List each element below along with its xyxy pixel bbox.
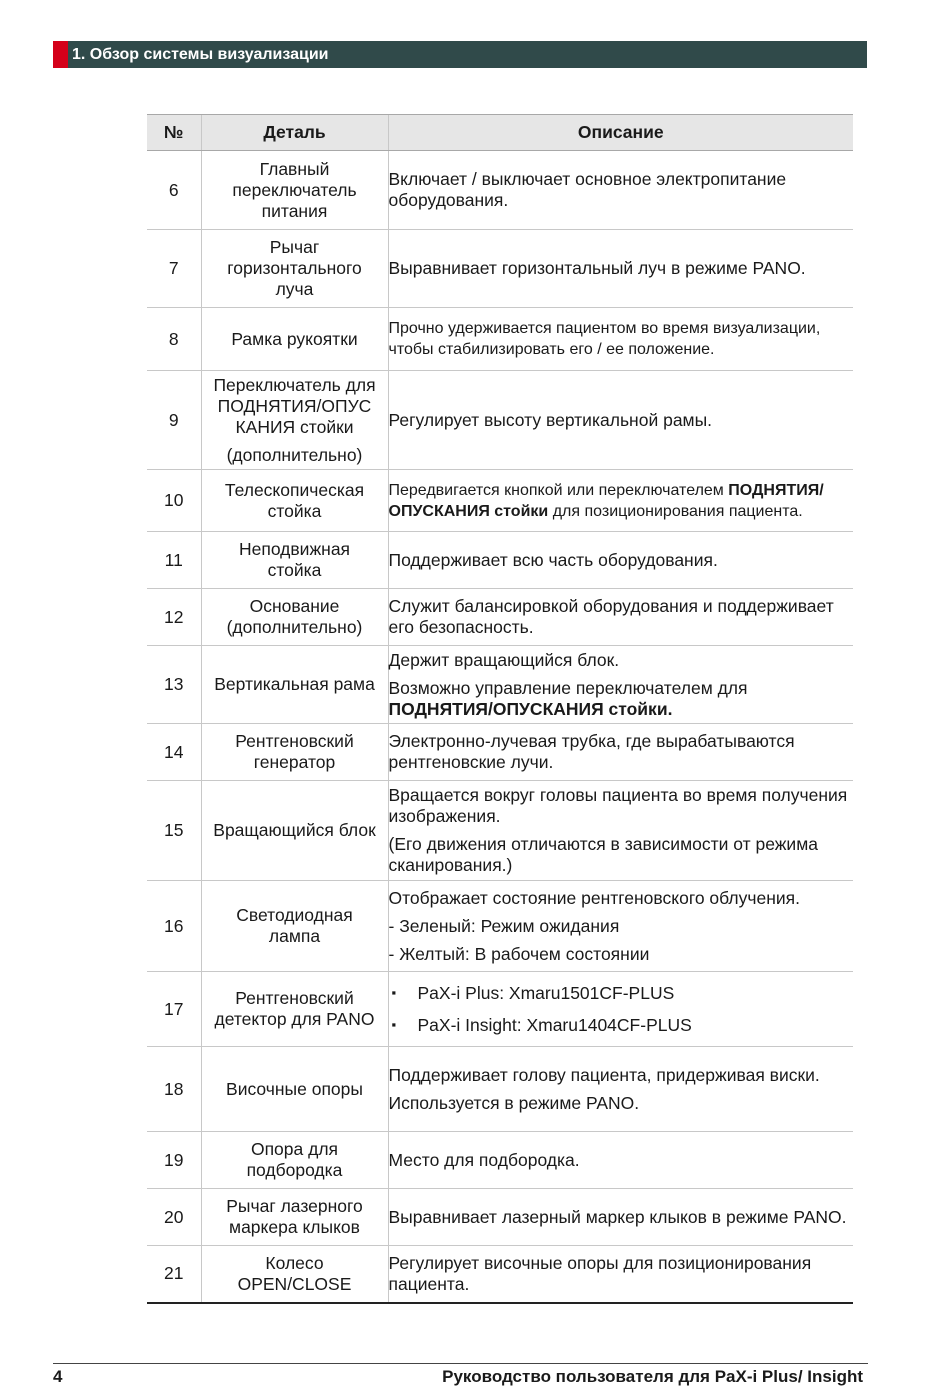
list-item — [389, 1009, 854, 1041]
part-line: Переключатель для — [213, 374, 376, 395]
part-line: стойка — [267, 560, 322, 580]
row-number: 7 — [147, 230, 201, 308]
table-row — [147, 151, 853, 230]
description-text: - Желтый: В рабочем состоянии — [388, 943, 650, 964]
header-description: Описание — [388, 115, 853, 151]
row-number: 10 — [147, 470, 201, 532]
part-name — [201, 1047, 388, 1132]
part-description — [388, 371, 853, 470]
part-line: КАНИЯ стойки — [235, 416, 354, 437]
description-fragment: Возможно управление переключателем для — [388, 677, 748, 698]
row-number: 21 — [147, 1246, 201, 1303]
table-row — [147, 781, 853, 881]
part-description — [388, 151, 853, 230]
part-description — [388, 589, 853, 646]
part-name — [201, 532, 388, 589]
part-description — [388, 1047, 853, 1132]
part-description — [388, 1132, 853, 1189]
table-row — [147, 371, 853, 470]
header-part: Деталь — [201, 115, 388, 151]
part-name — [201, 470, 388, 532]
description-text: Поддерживает всю часть оборудования. — [388, 549, 718, 570]
part-name — [201, 308, 388, 371]
list-item — [389, 977, 854, 1009]
part-name — [201, 1132, 388, 1189]
description-text: (Его движения отличаются в зависимости от режима сканирования.) — [388, 834, 818, 875]
square-bullet-icon: ▪ — [391, 985, 397, 1000]
table-header-row — [147, 115, 853, 151]
list-item-text: PaX-i Plus: Xmaru1501CF-PLUS — [417, 983, 675, 1003]
table-row — [147, 1047, 853, 1132]
part-line: подбородка — [246, 1160, 343, 1180]
table-row — [147, 972, 853, 1047]
table-row — [147, 230, 853, 308]
description-text: Электронно-лучевая трубка, где вырабатываются рентгеновские лучи. — [388, 731, 795, 772]
part-line: стойка — [267, 500, 322, 521]
part-name — [201, 724, 388, 781]
part-line: Главный — [259, 158, 330, 179]
row-number: 9 — [147, 371, 201, 470]
row-number: 15 — [147, 781, 201, 881]
row-number: 13 — [147, 646, 201, 724]
part-line: Светодиодная — [236, 905, 353, 925]
section-header-accent — [53, 41, 68, 68]
row-number: 20 — [147, 1189, 201, 1246]
part-description — [388, 230, 853, 308]
description-text: Вращается вокруг головы пациента во время получения изображения. — [388, 785, 848, 826]
part-line: Рычаг — [269, 237, 320, 257]
part-line: Рентгеновский — [235, 731, 354, 751]
part-description — [388, 646, 853, 724]
part-name — [201, 972, 388, 1047]
part-name — [201, 230, 388, 308]
description-text: Отображает состояние рентгеновского облучения. — [388, 887, 800, 908]
description-text — [389, 480, 854, 522]
part-line: Колесо — [265, 1252, 324, 1273]
part-description — [388, 308, 853, 371]
description-fragment: для позиционирования пациента. — [552, 502, 803, 520]
part-line: OPEN/CLOSE — [237, 1273, 352, 1294]
part-name — [201, 371, 388, 470]
part-description — [388, 881, 853, 972]
description-text: Держит вращающийся блок. — [388, 649, 620, 670]
table-row — [147, 724, 853, 781]
part-line: луча — [275, 279, 314, 299]
row-number: 11 — [147, 532, 201, 589]
part-line: Неподвижная — [238, 539, 351, 559]
part-description — [388, 532, 853, 589]
description-text: Прочно удерживается пациентом во время визуализации, чтобы стабилизировать его / ее положение. — [388, 320, 821, 358]
part-name — [201, 1246, 388, 1303]
table-row — [147, 532, 853, 589]
part-line: переключатель — [232, 179, 357, 200]
emphasis-text: ПОДНЯТИЯ/ОПУСКАНИЯ стойки — [388, 698, 668, 719]
part-line: Вращающийся блок — [213, 820, 376, 840]
part-line: маркера клыков — [229, 1217, 360, 1237]
table-row — [147, 308, 853, 371]
components-table — [147, 114, 853, 1304]
part-description — [388, 470, 853, 532]
part-line: детектор для PANO — [214, 1009, 375, 1029]
table-row — [147, 470, 853, 532]
part-name — [201, 881, 388, 972]
list-item-text: PaX-i Insight: Xmaru1404CF-PLUS — [417, 1015, 692, 1035]
part-name — [201, 1189, 388, 1246]
part-description — [388, 781, 853, 881]
part-line: (дополнительно) — [226, 617, 363, 637]
part-name — [201, 151, 388, 230]
description-text: Служит балансировкой оборудования и поддерживает его безопасность. — [388, 596, 834, 637]
part-line: питания — [261, 200, 328, 221]
table-row — [147, 1246, 853, 1303]
part-line: Вертикальная рама — [214, 674, 375, 694]
part-line: Височные опоры — [226, 1078, 363, 1099]
emphasis-text: ПОДНЯТИЯ/ОПУСКАНИЯ стойки — [388, 481, 824, 520]
part-line: Рентгеновский — [235, 988, 354, 1008]
part-description — [388, 972, 853, 1047]
section-header-bar — [53, 41, 867, 68]
description-text: Регулирует височные опоры для позиционирования пациента. — [388, 1252, 812, 1294]
row-number: 6 — [147, 151, 201, 230]
square-bullet-icon: ▪ — [391, 1017, 397, 1032]
table-row — [147, 881, 853, 972]
description-text: - Зеленый: Режим ожидания — [388, 915, 620, 936]
description-text: Выравнивает лазерный маркер клыков в режиме PANO. — [388, 1206, 847, 1227]
row-number: 18 — [147, 1047, 201, 1132]
description-text: Используется в режиме PANO. — [388, 1092, 640, 1113]
table-row — [147, 1189, 853, 1246]
table-row — [147, 646, 853, 724]
part-line: Рамка рукоятки — [231, 328, 358, 349]
part-line: Опора для — [250, 1139, 339, 1159]
part-description — [388, 1189, 853, 1246]
part-line: ПОДНЯТИЯ/ОПУС — [217, 395, 372, 416]
row-number: 14 — [147, 724, 201, 781]
part-description — [388, 1246, 853, 1303]
row-number: 8 — [147, 308, 201, 371]
footer-rule — [53, 1363, 868, 1364]
description-text: Поддерживает голову пациента, придерживая виски. — [388, 1064, 820, 1085]
page-number: 4 — [53, 1367, 63, 1386]
part-line: генератор — [253, 752, 336, 772]
description-text: Включает / выключает основное электропитание оборудования. — [388, 169, 787, 210]
footer-title: Руководство пользователя для PaX-i Plus/ Insight — [442, 1367, 863, 1386]
part-name — [201, 781, 388, 881]
row-number: 17 — [147, 972, 201, 1047]
part-name — [201, 646, 388, 724]
description-text: Выравнивает горизонтальный луч в режиме PANO. — [388, 258, 806, 278]
section-title: 1. Обзор системы визуализации — [72, 46, 329, 63]
part-line: лампа — [268, 926, 321, 946]
table-row — [147, 1132, 853, 1189]
part-line: Основание — [249, 596, 340, 616]
part-line: горизонтального — [227, 258, 362, 278]
part-line: (дополнительно) — [226, 444, 363, 465]
row-number: 12 — [147, 589, 201, 646]
description-text: Регулирует высоту вертикальной рамы. — [388, 409, 713, 430]
description-text: Место для подбородка. — [388, 1149, 580, 1170]
part-line: Рычаг лазерного — [226, 1196, 363, 1216]
header-num: № — [147, 115, 201, 151]
part-line: Телескопическая — [224, 479, 365, 500]
description-fragment: . — [667, 698, 673, 719]
part-description — [388, 724, 853, 781]
description-text — [389, 678, 854, 720]
part-name — [201, 589, 388, 646]
row-number: 16 — [147, 881, 201, 972]
description-fragment: Передвигается кнопкой или переключателем — [388, 481, 724, 499]
table-row — [147, 589, 853, 646]
row-number: 19 — [147, 1132, 201, 1189]
